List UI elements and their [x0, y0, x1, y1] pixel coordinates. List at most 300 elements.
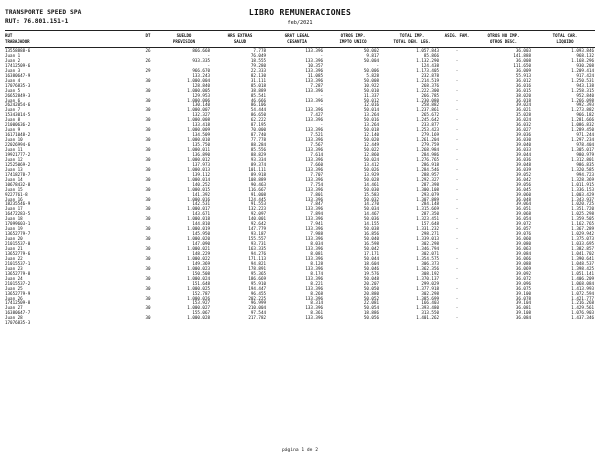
table-cell: Juan 20 [5, 236, 23, 242]
table-cell: 21015537-1 [5, 260, 31, 266]
table-cell: 85.556 [250, 147, 266, 152]
table-cell: 7.941 [310, 221, 323, 227]
table-cell: 1.011.915 [571, 181, 594, 187]
table-cell: 1.268.984 [416, 147, 439, 152]
table-cell: 1.370.137 [416, 275, 439, 281]
table-cell: 7.660 [310, 161, 323, 167]
table-cell: 971.244 [576, 132, 594, 138]
table-cell: 10678432-8 [5, 181, 31, 187]
table-cell: 18.604 [363, 260, 379, 266]
table-cell: Juan 16 [5, 196, 23, 202]
table-cell: 1.413.993 [571, 285, 594, 291]
table-cell: 94.821 [250, 260, 266, 266]
table-cell: 1.292.327 [416, 176, 439, 182]
table-cell: 50.002 [363, 48, 379, 53]
table-cell: 13.264 [363, 112, 379, 118]
table-cell: 101.111 [248, 166, 266, 172]
column-header-top: DT [145, 33, 151, 38]
table-cell: 39.072 [515, 221, 531, 227]
table-cell: 50.042 [363, 246, 379, 251]
table-cell: Juan 6 [5, 97, 21, 103]
table-cell: 149.369 [192, 260, 210, 266]
table-cell: 266.785 [421, 92, 439, 98]
table-cell: 1.209.414 [571, 67, 594, 73]
table-cell: 1.323.451 [416, 216, 439, 222]
table-cell: 86.650 [250, 112, 266, 118]
table-cell: - [320, 52, 323, 58]
table-cell: 293.079 [421, 191, 439, 197]
table-cell: 96.999 [250, 300, 266, 306]
table-cell: 17412509-6 [5, 62, 31, 68]
column-header-top: OTROS IMP. [340, 33, 366, 38]
table-cell: Juan 28 [5, 315, 23, 321]
table-cell: 30 [145, 97, 151, 103]
table-cell: 30 [145, 216, 151, 222]
table-cell: 136.890 [192, 151, 210, 157]
table-cell: 968.132 [576, 52, 594, 58]
table-cell: 88.829 [250, 151, 266, 157]
table-cell: 8.081 [310, 250, 323, 256]
table-cell: Juan 25 [5, 285, 23, 291]
table-cell: 142.531 [192, 201, 210, 207]
table-cell: 1.284.546 [416, 166, 439, 172]
table-cell: 36.012 [515, 77, 531, 83]
table-cell: 36.018 [515, 97, 531, 103]
table-cell: 1.076.903 [571, 310, 594, 316]
column-header [0, 30, 600, 48]
table-cell: 133.396 [305, 196, 323, 202]
table-cell: 1.003.429 [571, 191, 594, 197]
table-cell: Juan 10 [5, 137, 23, 143]
table-cell: 298.271 [421, 231, 439, 237]
table-cell: 1.307.889 [416, 196, 439, 202]
table-cell: 155.067 [192, 310, 210, 316]
table-cell: 186.669 [248, 275, 266, 281]
table-cell: 133.396 [305, 77, 323, 83]
table-cell: 1.000.028 [187, 315, 210, 321]
table-cell: 7.894 [310, 211, 323, 217]
table-cell: 1.000.016 [187, 196, 210, 202]
table-cell: 21000636-2 [5, 122, 31, 128]
column-header-bottom: TOTAL DEN. LEG. [393, 39, 431, 44]
table-cell: - [455, 127, 459, 133]
table-cell: 30 [145, 127, 151, 133]
table-cell: 30 [145, 196, 151, 202]
table-cell: 1.266.098 [571, 97, 594, 103]
table-cell: 8.314 [310, 300, 323, 306]
table-cell: 50.034 [363, 206, 379, 212]
table-cell: 50.012 [363, 97, 379, 103]
table-cell: 1.297.234 [571, 137, 594, 143]
table-cell: 1.000.020 [187, 236, 210, 242]
table-cell: 1.281.666 [571, 117, 594, 123]
table-cell: 978.404 [576, 142, 594, 148]
table-cell: 22.081 [363, 300, 379, 306]
table-cell: 133.396 [305, 315, 323, 321]
table-cell: 286.918 [421, 161, 439, 167]
table-cell: 140.001 [248, 216, 266, 222]
table-cell: 917.424 [576, 72, 594, 78]
table-cell: 50.010 [363, 87, 379, 93]
table-cell: 91.008 [250, 191, 266, 197]
table-cell: Juan 24 [5, 275, 23, 281]
table-cell: 1.339.013 [416, 236, 439, 242]
table-cell: 7.801 [310, 191, 323, 197]
table-cell: 17418278-7 [5, 171, 31, 177]
table-cell: 1.000.025 [187, 285, 210, 291]
table-cell: 1.320.585 [571, 166, 594, 172]
table-cell: 13.929 [363, 171, 379, 177]
table-cell: 36.048 [515, 196, 531, 202]
table-cell: 8.034 [310, 241, 323, 247]
table-cell: 1.237.861 [416, 107, 439, 113]
table-cell: - [455, 315, 459, 321]
table-cell: - [320, 92, 323, 98]
table-cell: 50.040 [363, 236, 379, 242]
table-cell: 150.508 [192, 270, 210, 276]
table-cell: 1.216.268 [571, 300, 594, 306]
table-cell: 89.918 [250, 171, 266, 177]
table-cell: - [320, 102, 323, 108]
table-cell: Juan 12 [5, 156, 23, 162]
table-cell: 21015537-2 [5, 280, 31, 286]
table-cell: 1.000.017 [187, 206, 210, 212]
table-cell: 133.396 [305, 166, 323, 172]
table-cell: 130.140 [192, 102, 210, 108]
table-cell: 108.889 [248, 176, 266, 182]
table-cell: 36.036 [515, 156, 531, 162]
table-cell: 62.222 [250, 117, 266, 123]
table-cell: 30 [145, 147, 151, 152]
table-cell: 1.393.480 [416, 305, 439, 311]
table-cell: 7.707 [310, 171, 323, 177]
table-cell: 36.060 [515, 236, 531, 242]
table-cell: Juan 9 [5, 127, 21, 133]
table-cell: 96.455 [250, 290, 266, 296]
table-cell: Juan 17 [5, 206, 23, 212]
table-cell: Juan 11 [5, 147, 23, 152]
table-cell: Juan 27 [5, 305, 23, 311]
table-cell: 1.000.008 [187, 117, 210, 123]
table-cell: 1.162.765 [571, 221, 594, 227]
table-cell: 38.020 [515, 92, 531, 98]
table-cell: 152.787 [192, 290, 210, 296]
table-cell: Juan 8 [5, 117, 21, 123]
table-cell: 133.396 [305, 275, 323, 281]
table-cell: 171.113 [248, 255, 266, 261]
table-cell: 1.000.006 [187, 97, 210, 103]
table-cell: 39.076 [515, 231, 531, 237]
table-cell: 8.268 [310, 290, 323, 296]
column-header-top: GRAT LEGAL [284, 33, 310, 38]
table-cell: 952.840 [576, 92, 594, 98]
table-cell: 30 [145, 315, 151, 321]
table-cell: - [455, 156, 459, 162]
table-cell: 29 [145, 67, 151, 73]
table-cell: 18.886 [363, 310, 379, 316]
table-cell: 151.648 [192, 280, 210, 286]
table-cell: - [455, 147, 459, 152]
table-cell: 39.056 [515, 181, 531, 187]
table-cell: 10.357 [307, 62, 323, 68]
table-cell: 133.396 [305, 67, 323, 73]
table-cell: 7.778 [253, 48, 266, 53]
table-cell: 16.598 [363, 241, 379, 247]
table-cell: 50.024 [363, 156, 379, 162]
table-cell: 79.280 [250, 62, 266, 68]
table-cell: 30 [145, 226, 151, 232]
column-header-bottom: CESANTIA [287, 39, 307, 44]
table-cell: 14.155 [363, 221, 379, 227]
table-cell: - [455, 216, 459, 222]
table-cell: - [455, 265, 459, 271]
table-cell: 12525069-2 [5, 161, 31, 167]
table-cell: - [455, 255, 459, 261]
table-cell: 139.112 [192, 171, 210, 177]
table-cell: 85.541 [250, 92, 266, 98]
table-cell: 50.056 [363, 315, 379, 321]
table-cell: 133.418 [192, 122, 210, 128]
table-cell: 1.250.531 [571, 77, 594, 83]
table-cell: 1.000.011 [187, 147, 210, 152]
table-cell: 134.509 [192, 132, 210, 138]
table-cell: 992.393 [576, 102, 594, 108]
table-cell: 1.000.007 [187, 107, 210, 113]
table-cell: 46.666 [250, 97, 266, 103]
table-cell: 1.000.021 [187, 246, 210, 251]
table-cell: - [455, 77, 459, 83]
table-cell: 30 [145, 186, 151, 192]
table-cell: 1.437.346 [571, 315, 594, 321]
table-cell: 1.000.022 [187, 255, 210, 261]
table-cell: 36.045 [515, 186, 531, 192]
table-cell: 20.880 [363, 290, 379, 296]
table-cell: Juan 1 [5, 52, 21, 58]
table-cell: 133.396 [305, 305, 323, 311]
table-cell: 16380647-9 [5, 72, 31, 78]
table-cell: 308.192 [421, 270, 439, 276]
table-cell: 15343014-5 [5, 112, 31, 118]
table-cell: 19921777-2 [5, 151, 31, 157]
table-cell: 1.000.023 [187, 265, 210, 271]
table-cell: Juan 5 [5, 87, 21, 93]
table-cell: 14.467 [363, 211, 379, 217]
table-cell: 36.030 [515, 137, 531, 143]
table-cell: 20.207 [363, 280, 379, 286]
table-cell: 210.004 [248, 305, 266, 311]
table-cell: 132.223 [248, 206, 266, 212]
table-cell: 30 [145, 265, 151, 271]
table-cell: 36.081 [515, 305, 531, 311]
table-cell: 217.782 [248, 315, 266, 321]
table-cell: 39.108 [515, 310, 531, 316]
table-cell: 141.888 [513, 52, 531, 58]
table-cell: 258.882 [421, 102, 439, 108]
table-cell: 36.027 [515, 127, 531, 133]
table-cell: 299.029 [421, 280, 439, 286]
table-cell: 141.392 [192, 191, 210, 197]
table-cell: 137.973 [192, 161, 210, 167]
table-cell: 1.000.004 [187, 77, 210, 83]
table-cell: 36.009 [515, 67, 531, 73]
table-cell: 288.957 [421, 171, 439, 177]
table-cell: 135.750 [192, 142, 210, 148]
table-cell: 50.006 [363, 67, 379, 73]
table-cell: - [455, 206, 459, 212]
table-cell: 13558888-6 [5, 48, 31, 53]
document-title: LIBRO REMUNERACIONES [248, 8, 352, 17]
table-cell: 87.740 [250, 132, 266, 138]
table-cell: 36.066 [515, 255, 531, 261]
table-cell: - [455, 186, 459, 192]
table-cell: 302.298 [421, 241, 439, 247]
table-cell: 1.000.009 [187, 127, 210, 133]
table-cell: 1.253.423 [416, 127, 439, 133]
table-cell: 1.000.005 [187, 87, 210, 93]
table-cell: 1.406.209 [571, 275, 594, 281]
table-cell: 133.396 [305, 87, 323, 93]
table-cell: 77.778 [250, 137, 266, 143]
table-cell: - [455, 285, 459, 291]
table-cell: 8.174 [310, 270, 323, 276]
table-cell: 133.396 [305, 97, 323, 103]
column-header-top: TOTAL IMP. [399, 33, 425, 38]
table-cell: 133.396 [305, 176, 323, 182]
table-cell: 133.396 [305, 117, 323, 123]
table-cell: 9227761-8 [5, 191, 28, 197]
table-cell: Juan 15 [5, 186, 23, 192]
header-bottom-rule [5, 47, 595, 48]
table-cell: 133.396 [305, 285, 323, 291]
table-cell: 302.071 [421, 250, 439, 256]
table-cell: 95.910 [250, 280, 266, 286]
table-cell: 36.072 [515, 275, 531, 281]
table-cell: 1.377.918 [416, 285, 439, 291]
table-cell: 30 [145, 275, 151, 281]
table-cell: 133.396 [305, 127, 323, 133]
table-cell: 39.036 [515, 132, 531, 138]
table-cell: 39.104 [515, 300, 531, 306]
table-cell: 50.044 [363, 255, 379, 261]
table-cell: 268.376 [421, 82, 439, 88]
table-cell: 21015537-0 [5, 241, 31, 247]
table-cell: 93.731 [250, 241, 266, 247]
table-cell: 50.036 [363, 216, 379, 222]
table-cell: 233.877 [421, 122, 439, 128]
table-cell: 91.553 [250, 201, 266, 207]
table-cell: 26242054-6 [5, 102, 31, 108]
table-cell: 133.396 [305, 57, 323, 63]
table-cell: - [455, 137, 459, 143]
table-cell: 1.328.369 [571, 176, 594, 182]
table-cell: 87.195 [250, 122, 266, 128]
table-cell: 39.084 [515, 250, 531, 256]
table-cell: 313.550 [421, 310, 439, 316]
table-cell: 16380647-7 [5, 310, 31, 316]
table-cell: - [320, 122, 323, 128]
table-cell: 1.132.290 [416, 57, 439, 63]
table-cell: 147.779 [248, 226, 266, 232]
table-cell: 36.024 [515, 117, 531, 123]
table-cell: 30 [145, 255, 151, 261]
table-cell: 133.396 [305, 156, 323, 162]
table-cell: 7.287 [310, 82, 323, 88]
table-cell: 13652779-8 [5, 270, 31, 276]
table-cell: Juan 21 [5, 246, 23, 251]
table-cell: - [455, 57, 459, 63]
table-cell: 39.068 [515, 211, 531, 217]
table-cell: 1.000.027 [187, 305, 210, 311]
table-cell: 50.054 [363, 305, 379, 311]
table-cell: 50.050 [363, 285, 379, 291]
table-cell: - [455, 107, 459, 113]
table-cell: 144.810 [192, 221, 210, 227]
table-cell: 13652779-7 [5, 231, 31, 237]
table-cell: 30 [145, 77, 151, 83]
table-cell: 15.583 [363, 191, 379, 197]
column-header-bottom: SALUD [233, 39, 247, 44]
table-cell: 89.374 [250, 161, 266, 167]
table-cell: 18.555 [250, 57, 266, 63]
table-cell: 30 [145, 176, 151, 182]
table-cell: - [455, 305, 459, 311]
table-cell: 1.000.018 [187, 216, 210, 222]
table-cell: - [455, 48, 459, 53]
table-cell: - [455, 236, 459, 242]
table-cell: 14.461 [363, 181, 379, 187]
table-cell: 36.051 [515, 206, 531, 212]
table-cell: Juan 13 [5, 166, 23, 172]
table-cell: 1.057.843 [416, 48, 439, 53]
table-cell: 36.084 [515, 315, 531, 321]
table-cell: Juan 18 [5, 216, 23, 222]
table-cell: 1.048.537 [571, 260, 594, 266]
table-cell: 194.447 [248, 285, 266, 291]
table-cell: 97.544 [250, 310, 266, 316]
table-cell: 38.889 [250, 87, 266, 93]
table-cell: 13.264 [363, 122, 379, 128]
table-cell: 966.670 [192, 67, 210, 73]
table-cell: 1.000.024 [187, 275, 210, 281]
table-cell: 36.039 [515, 166, 531, 172]
table-cell: 36.075 [515, 285, 531, 291]
table-cell: 10.922 [363, 82, 379, 88]
table-cell: 36.063 [515, 246, 531, 251]
table-cell: 30 [145, 166, 151, 172]
table-cell: 50.048 [363, 275, 379, 281]
column-header-bottom: OTROS DESC. [489, 39, 518, 44]
table-cell: 88.284 [250, 142, 266, 148]
table-cell: 85.018 [250, 82, 266, 88]
table-cell: 16171048-2 [5, 132, 31, 138]
table-cell: 933.335 [192, 57, 210, 63]
table-cell: 9.817 [366, 52, 379, 58]
table-cell: 39.092 [515, 270, 531, 276]
table-cell: 8.221 [310, 280, 323, 286]
table-cell: 36.069 [515, 265, 531, 271]
table-cell: 13.412 [363, 161, 379, 167]
column-header-top: ASIG. FAM. [444, 33, 470, 38]
table-cell: 55.913 [515, 72, 531, 78]
table-cell: 133.396 [305, 236, 323, 242]
table-cell: 30 [145, 285, 151, 291]
table-cell: 54.444 [250, 107, 266, 113]
table-cell: 1.375.073 [571, 236, 594, 242]
table-cell: 92.097 [250, 211, 266, 217]
table-cell: 50.052 [363, 295, 379, 301]
table-cell: 17.171 [363, 250, 379, 256]
table-cell: 50.028 [363, 176, 379, 182]
